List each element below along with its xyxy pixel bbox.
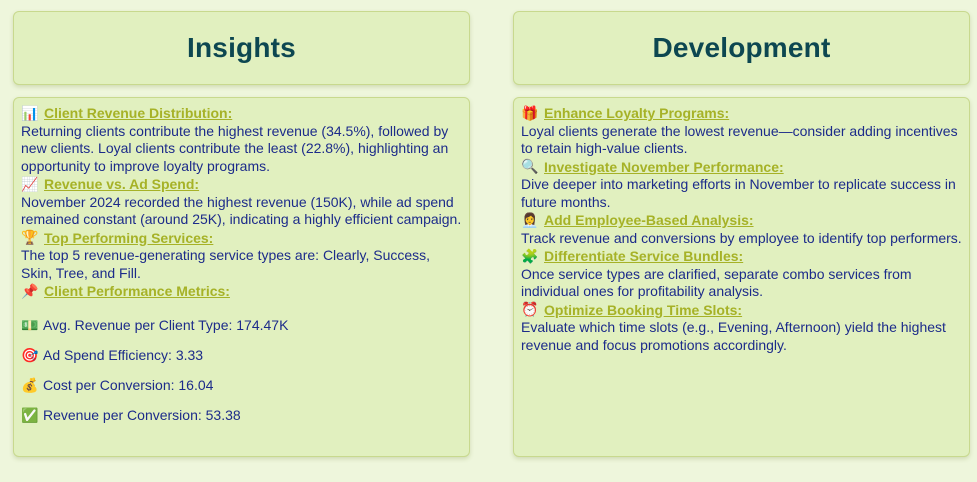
bar-chart-icon: 📊 xyxy=(21,105,39,122)
puzzle-icon: 🧩 xyxy=(521,248,539,265)
metric-text: Cost per Conversion: 16.04 xyxy=(43,376,214,393)
money-icon: 💵 xyxy=(21,317,39,334)
development-item-text: Track revenue and conversions by employee to identify top performers. xyxy=(521,229,962,246)
development-title: Development xyxy=(652,32,831,63)
development-item-title[interactable]: Add Employee-Based Analysis: xyxy=(544,212,754,228)
target-icon: 🎯 xyxy=(21,347,39,364)
metric-text: Revenue per Conversion: 53.38 xyxy=(43,406,241,423)
insights-header xyxy=(13,11,470,85)
insight-item xyxy=(21,105,462,175)
insight-item-title[interactable]: Client Revenue Distribution: xyxy=(44,105,233,121)
development-item xyxy=(521,105,962,158)
insight-item xyxy=(21,230,462,283)
insight-item-text: The top 5 revenue-generating service types are: Clearly, Success, Skin, Tree, and Fill. xyxy=(21,247,431,281)
insights-title: Insights xyxy=(187,32,296,63)
magnifier-icon: 🔍 xyxy=(521,159,539,176)
development-item xyxy=(521,248,962,301)
insight-item xyxy=(21,176,462,229)
metrics-title[interactable]: Client Performance Metrics: xyxy=(44,283,230,299)
alarm-clock-icon: ⏰ xyxy=(521,302,539,319)
insights-column xyxy=(13,11,470,457)
development-item-title[interactable]: Differentiate Service Bundles: xyxy=(544,248,744,264)
metrics-section xyxy=(21,283,462,431)
development-header xyxy=(513,11,970,85)
development-panel xyxy=(513,97,970,457)
metric-row xyxy=(21,311,462,341)
insight-item-title[interactable]: Revenue vs. Ad Spend: xyxy=(44,176,200,192)
insight-item-title[interactable]: Top Performing Services: xyxy=(44,229,214,246)
development-item-text: Loyal clients generate the lowest revenue—consider adding incentives to retain high-value clients. xyxy=(521,122,958,156)
metric-row xyxy=(21,341,462,371)
metric-text: Avg. Revenue per Client Type: 174.47K xyxy=(43,316,289,333)
check-icon: ✅ xyxy=(21,407,39,424)
trend-chart-icon: 📈 xyxy=(21,176,39,193)
metric-row xyxy=(21,371,462,401)
development-item-text: Once service types are clarified, separate combo services from individual ones for profitability analysis. xyxy=(521,265,912,299)
metrics-list xyxy=(21,311,462,431)
metric-text: Ad Spend Efficiency: 3.33 xyxy=(43,346,204,363)
development-item xyxy=(521,212,962,247)
insight-item-text: November 2024 recorded the highest revenue (150K), while ad spend remained constant (around 25K), indicating a highly efficient campaign. xyxy=(21,193,462,227)
development-item xyxy=(521,159,962,212)
trophy-icon: 🏆 xyxy=(21,230,39,247)
employee-icon: 👩‍💼 xyxy=(521,212,539,229)
development-item-text: Evaluate which time slots (e.g., Evening, Afternoon) yield the highest revenue and focus promotions accordingly. xyxy=(521,319,946,353)
metric-row xyxy=(21,401,462,431)
gift-icon: 🎁 xyxy=(521,105,539,122)
development-item-title[interactable]: Investigate November Performance: xyxy=(544,158,784,175)
pushpin-icon: 📌 xyxy=(21,283,39,300)
insights-panel xyxy=(13,97,470,457)
development-item xyxy=(521,302,962,355)
development-item-title[interactable]: Optimize Booking Time Slots: xyxy=(544,301,743,318)
development-item-title[interactable]: Enhance Loyalty Programs: xyxy=(544,105,730,121)
development-column xyxy=(513,11,970,457)
insight-item-text: Returning clients contribute the highest revenue (34.5%), followed by new clients. Loyal clients contribute the least (22.8%), highlighting an opportunity to improve loyalty programs. xyxy=(21,122,449,174)
development-item-text: Dive deeper into marketing efforts in November to replicate success in future months. xyxy=(521,176,956,210)
money-bag-icon: 💰 xyxy=(21,377,39,394)
